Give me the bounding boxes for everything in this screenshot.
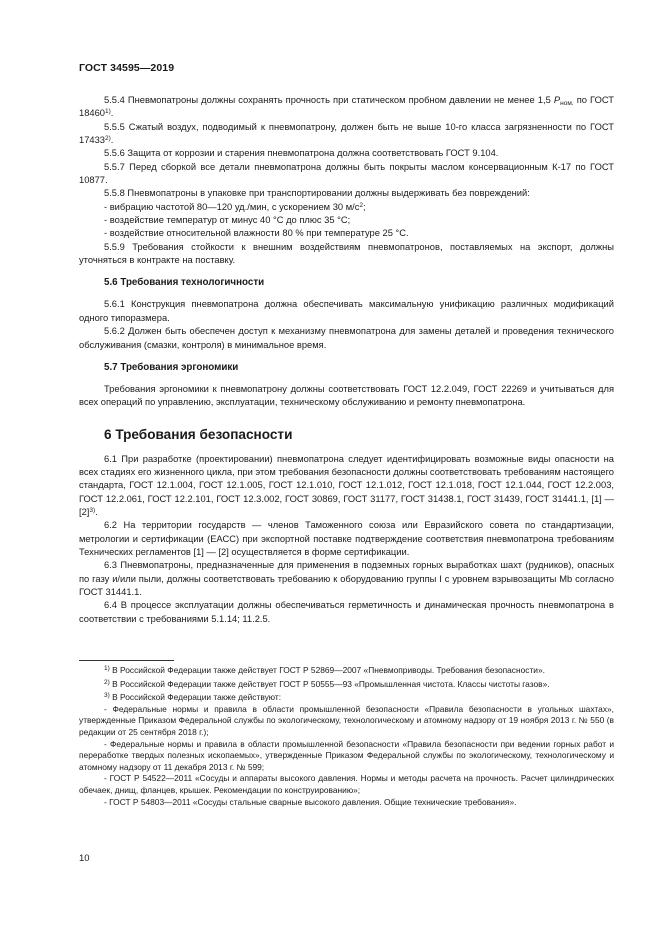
clause-6-4: 6.4 В процессе эксплуатации должны обеспечиваться герметичность и динамическая прочность пневмопатрона в соответствии с требованиями 5.1.14; 11.2.5.: [79, 600, 614, 624]
clause-5-7: Требования эргономики к пневмопатрону должны соответствовать ГОСТ 12.2.049, ГОСТ 22269 и учитываться для всех операций по управлению, эксплуатации, техническому обслуживанию и ремонту пневмопатрона.: [79, 383, 614, 408]
clause-6-2: 6.2 На территории государств — членов Таможенного союза или Евразийского совета по стандартизации, метрологии и сертификации (ЕАСС) при экспортной поставке подтверждение соответствия пневмопатрона требованиям Технических регламентов [1] — [2] осуществляется в форме сертификации.: [79, 520, 614, 557]
section-heading-5-7: 5.7 Требования эргономики: [104, 361, 239, 373]
list-item: - воздействие относительной влажности 80 % при температуре 25 °С.: [104, 228, 409, 239]
clause-5-5-6: 5.5.6 Защита от коррозии и старения пневмопатрона должна соответствовать ГОСТ 9.104.: [104, 148, 499, 159]
footnote-list-item: - ГОСТ Р 54522—2011 «Сосуды и аппараты высокого давления. Нормы и методы расчета на прочность. Расчет цилиндрических обечаек, днищ, фланцев, крышек. Рекомендации по конструированию»;: [79, 773, 614, 795]
footnote-ref-1[interactable]: 1): [104, 108, 111, 116]
clause-5-5-4: 5.5.4 Пневмопатроны должны сохранять прочность при статическом пробном давлении не менее 1,5 $P_{ном.}$ по ГОСТ 18460$^{1)}$.: [79, 95, 614, 119]
clause-5-5-7: 5.5.7 Перед сборкой все детали пневмопатрона должны быть покрыты маслом консервационным К-17 по ГОСТ 10877.: [79, 161, 614, 186]
footnote-list-item: - Федеральные нормы и правила в области промышленной безопасности «Правила безопасности при ведении горных работ и переработке твердых полезных ископаемых», утвержденные Приказом Федеральной службы по экологическому, технологическому и атомному надзору от 11 декабря 2013 г. № 599;: [79, 738, 614, 772]
main-text: [79, 94, 614, 626]
footnote-ref-2[interactable]: 2): [104, 135, 111, 143]
section-heading-5-6: 5.6 Требования технологичности: [104, 277, 265, 289]
page-number: 10: [79, 853, 90, 864]
clause-5-6-1: 5.6.1 Конструкция пневмопатрона должна обеспечивать максимальную унификацию различных модификаций одного типоразмера.: [79, 299, 614, 323]
clause-6-1: 6.1 При разработке (проектировании) пневмопатрона следует идентифицировать возможные виды опасности на всех стадиях его жизненного цикла, при этом требования безопасности должны соответствовать требованиям настоящего стандарта, ГОСТ 12.1.004, ГОСТ 12.1.005, ГОСТ 12.1.010, ГОСТ 12.1.012, ГОСТ 12.1.018, ГОСТ 12.1.044, ГОСТ 12.2.003, ГОСТ 12.2.061, ГОСТ 12.2.101, ГОСТ 12.3.002, ГОСТ 30869, ГОСТ 31177, ГОСТ 31438.1, ГОСТ 31439, ГОСТ 31441.1, [1] — $[2]^{3)}$.: [79, 453, 614, 517]
clause-5-5-9: 5.5.9 Требования стойкости к внешним воздействиям пневмопатронов, поставляемых на экспорт, должны уточняться в контракте на поставку.: [79, 241, 614, 266]
clause-5-6-2: 5.6.2 Должен быть обеспечен доступ к механизму пневмопатрона для замены деталей и проведения технического обслуживания (смазки, контроля) в минимальное время.: [79, 326, 614, 350]
clause-6-3: 6.3 Пневмопатроны, предназначенные для применения в подземных горных выработках шахт (рудников), опасных по газу и/или пыли, должны соответствовать требованию к оборудованию группы I с уровнем взрывозащиты Mb согласно ГОСТ 31441.1.: [79, 560, 614, 597]
footnote-1: $^{1)}$ В Российской Федерации также действует ГОСТ Р 52869—2007 «Пневмоприводы. Требования безопасности».: [104, 665, 545, 675]
footnotes: [79, 665, 614, 808]
footnote-list-item: - ГОСТ Р 54803—2011 «Сосуды стальные сварные высокого давления. Общие технические требования».: [104, 796, 517, 807]
clause-5-5-8: 5.5.8 Пневмопатроны в упаковке при транспортировании должны выдерживать без повреждений:: [104, 188, 530, 199]
footnote-list-item: - Федеральные нормы и правила в области промышленной безопасности «Правила безопасности в угольных шахтах», утвержденные Приказом Федеральной службы по экологическому, технологическому и атомному надзору от 19 ноября 2013 г. № 550 (в редакции от 25 сентября 2018 г.);: [79, 703, 614, 737]
document-header: ГОСТ 34595—2019: [79, 62, 175, 74]
section-heading-6: 6 Требования безопасности: [104, 426, 293, 442]
list-item: - воздействие температур от минус 40 °С до плюс 35 °С;: [104, 215, 351, 226]
footnote-ref-3[interactable]: 3): [89, 506, 96, 514]
clause-5-5-5: 5.5.5 Сжатый воздух, подводимый к пневмопатрону, должен быть не выше 10-го класса загрязненности по ГОСТ 17433$^{2)}$.: [79, 121, 614, 146]
footnote-2: $^{2)}$ В Российской Федерации также действует ГОСТ Р 50555—93 «Промышленная чистота. Классы чистоты газов».: [104, 678, 550, 689]
list-item: - вибрацию частотой 80—120 уд./мин, с ускорением 30 $м/с^2$;: [104, 201, 366, 212]
footnote-divider: [79, 660, 174, 661]
footnote-3: $^{3)}$ В Российской Федерации также действуют:: [104, 692, 282, 703]
